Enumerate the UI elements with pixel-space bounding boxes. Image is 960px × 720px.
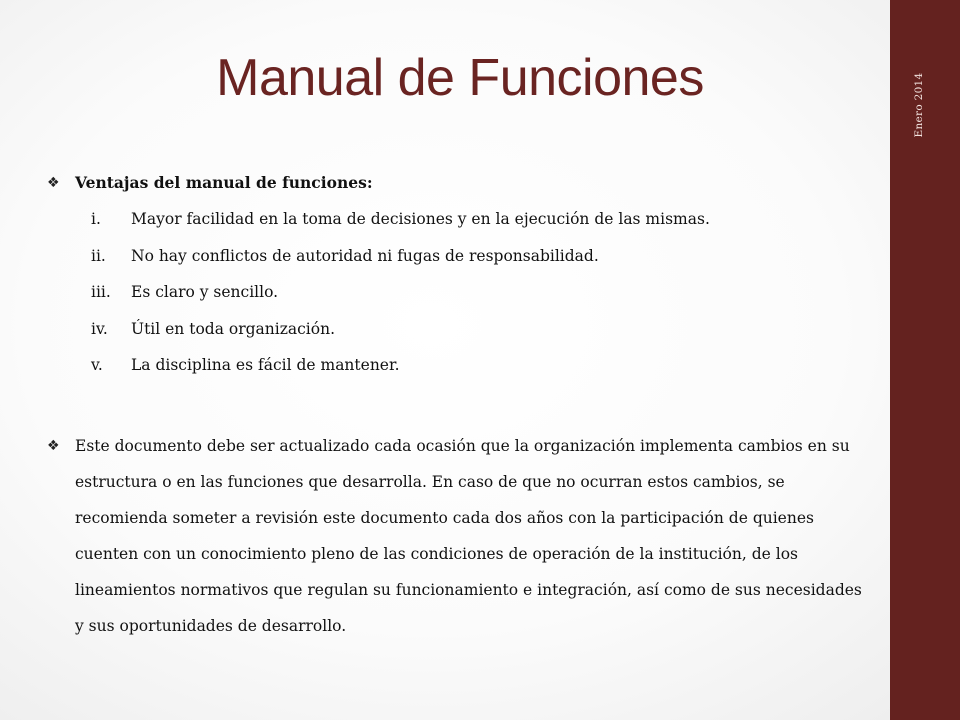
page-title: Manual de Funciones bbox=[216, 49, 704, 107]
list-item-number: iii. bbox=[91, 283, 111, 301]
update-paragraph: Este documento debe ser actualizado cada ocasión que la organización implementa cambios en su estructura o en las funciones que desarrolla. En caso de que no ocurran estos cambios, se recomienda someter a revisión este documento cada dos años con la participación de quienes cuenten con un conocimiento pleno de las condiciones de operación de la institución, de los lineamientos normativos que regulan su funcionamiento e integración, así como de sus necesidades y sus oportunidades de desarrollo. bbox=[75, 436, 862, 635]
slide-content bbox=[44, 165, 874, 644]
advantages-list bbox=[44, 201, 874, 384]
side-date: Enero 2014 bbox=[913, 72, 925, 138]
advantages-heading-row bbox=[44, 165, 874, 201]
list-item bbox=[44, 274, 874, 311]
list-item-text: No hay conflictos de autoridad ni fugas de responsabilidad. bbox=[131, 246, 599, 265]
side-bar bbox=[890, 0, 960, 720]
list-item-number: v. bbox=[91, 356, 103, 374]
list-item-number: ii. bbox=[91, 246, 106, 265]
diamond-bullet-icon: ❖ bbox=[47, 175, 60, 191]
list-item bbox=[44, 238, 874, 275]
advantages-heading: Ventajas del manual de funciones: bbox=[75, 173, 373, 192]
list-item bbox=[44, 347, 874, 384]
list-item-text: Mayor facilidad en la toma de decisiones y en la ejecución de las mismas. bbox=[131, 210, 710, 228]
list-item-number: iv. bbox=[91, 319, 108, 338]
list-item-text: La disciplina es fácil de mantener. bbox=[131, 356, 400, 374]
update-paragraph-row bbox=[44, 428, 874, 644]
list-item bbox=[44, 311, 874, 348]
list-item-number: i. bbox=[91, 210, 101, 228]
list-item bbox=[44, 201, 874, 238]
list-item-text: Útil en toda organización. bbox=[131, 319, 335, 338]
diamond-bullet-icon: ❖ bbox=[47, 437, 60, 454]
list-item-text: Es claro y sencillo. bbox=[131, 283, 279, 301]
